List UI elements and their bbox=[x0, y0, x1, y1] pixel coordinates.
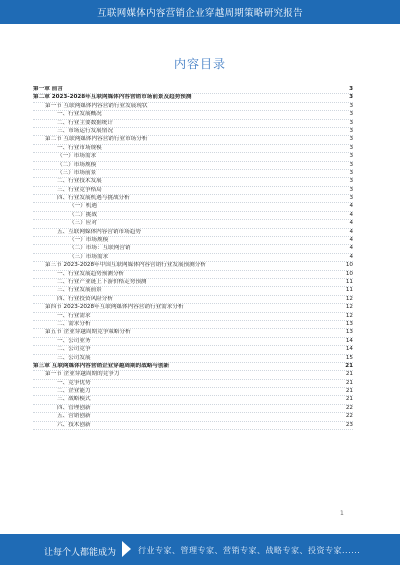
toc-entry-page: 14 bbox=[345, 346, 353, 353]
toc-entry-title: 三、行业发展前景 bbox=[57, 287, 102, 294]
toc-entry[interactable] bbox=[33, 254, 353, 262]
toc-entry[interactable] bbox=[33, 338, 353, 346]
toc-entry[interactable] bbox=[33, 388, 353, 396]
toc-entry[interactable] bbox=[33, 162, 353, 170]
toc-entry[interactable] bbox=[33, 287, 353, 295]
toc-entry[interactable] bbox=[33, 195, 353, 203]
toc-entry-page: 3 bbox=[349, 94, 353, 101]
toc-entry[interactable] bbox=[33, 120, 353, 128]
toc-entry[interactable] bbox=[33, 128, 353, 136]
toc-entry-title: 一、行业需求 bbox=[57, 312, 91, 319]
toc-entry-page: 4 bbox=[349, 245, 353, 252]
toc-entry-title: 第五节 企业穿越周期竞争策略分析 bbox=[45, 329, 131, 336]
toc-entry-page: 21 bbox=[345, 371, 353, 378]
toc-entry-title: （一）市场需求 bbox=[57, 153, 97, 160]
arrow-icon bbox=[122, 541, 131, 557]
toc-entry[interactable] bbox=[33, 203, 353, 211]
toc-entry[interactable] bbox=[33, 271, 353, 279]
toc-entry-page: 3 bbox=[349, 169, 353, 176]
toc-entry[interactable] bbox=[33, 136, 353, 144]
toc-entry-page: 3 bbox=[349, 144, 353, 151]
toc-entry[interactable] bbox=[33, 262, 353, 270]
toc-entry-page: 3 bbox=[349, 136, 353, 143]
toc-entry-page: 3 bbox=[349, 195, 353, 202]
toc-entry-title: 一、公司业务 bbox=[57, 337, 91, 344]
toc-entry-title: 第二节 互联网媒体内容营销行业市场分析 bbox=[45, 136, 148, 143]
toc-entry[interactable] bbox=[33, 103, 353, 111]
toc-entry-title: 第三节 2023-2028年中国互联网媒体内容营销行业发展预测分析 bbox=[45, 262, 206, 269]
toc-entry-title: 第一章 前言 bbox=[33, 86, 63, 92]
toc-entry-page: 4 bbox=[349, 211, 353, 218]
toc-entry[interactable] bbox=[33, 413, 353, 421]
toc-entry[interactable] bbox=[33, 279, 353, 287]
toc-entry-title: 四、行业投资风险分析 bbox=[57, 295, 113, 302]
toc-entry-page: 11 bbox=[345, 278, 353, 285]
toc-entry-page: 12 bbox=[345, 312, 353, 319]
toc-entry-title: 二、行业主要数据统计 bbox=[57, 119, 113, 126]
toc-entry-page: 21 bbox=[345, 362, 353, 369]
toc-entry-page: 11 bbox=[345, 287, 353, 294]
toc-entry-title: 三、战略模式 bbox=[57, 396, 91, 403]
toc-entry-page: 4 bbox=[349, 203, 353, 210]
toc-entry[interactable] bbox=[33, 94, 353, 102]
toc-entry[interactable] bbox=[33, 371, 353, 379]
toc-entry-page: 3 bbox=[349, 86, 353, 92]
toc-entry-title: 一、行业市场规模 bbox=[57, 144, 102, 151]
toc-entry-title: （一）市场规模 bbox=[69, 237, 109, 244]
toc-entry[interactable] bbox=[33, 422, 353, 430]
toc-entry-page: 3 bbox=[349, 111, 353, 118]
toc-entry-title: （二）挑战 bbox=[69, 211, 97, 218]
toc-entry-page: 3 bbox=[349, 186, 353, 193]
toc-entry-title: 四、管理创新 bbox=[57, 404, 91, 411]
toc-entry[interactable] bbox=[33, 170, 353, 178]
toc-entry-title: 三、行业竞争格局 bbox=[57, 186, 102, 193]
toc-entry[interactable] bbox=[33, 245, 353, 253]
toc-entry[interactable] bbox=[33, 396, 353, 404]
toc-entry[interactable] bbox=[33, 363, 353, 371]
table-of-contents bbox=[33, 86, 353, 430]
toc-entry[interactable] bbox=[33, 304, 353, 312]
toc-entry-title: （二）市场：互联网营销 bbox=[69, 245, 131, 252]
toc-entry[interactable] bbox=[33, 313, 353, 321]
toc-entry-page: 23 bbox=[345, 421, 353, 428]
toc-entry-title: 第三章 互联网媒体内容营销企业穿越周期的战略与创新 bbox=[33, 362, 170, 369]
toc-entry[interactable] bbox=[33, 153, 353, 161]
toc-entry-title: （一）机遇 bbox=[69, 203, 97, 210]
toc-entry-page: 4 bbox=[349, 220, 353, 227]
toc-entry[interactable] bbox=[33, 380, 353, 388]
toc-entry-title: 二、需求分析 bbox=[57, 320, 91, 327]
toc-entry-page: 3 bbox=[349, 102, 353, 109]
toc-entry-title: 二、企业能力 bbox=[57, 388, 91, 395]
toc-entry-title: 一、竞争优势 bbox=[57, 379, 91, 386]
toc-entry-page: 3 bbox=[349, 153, 353, 160]
toc-entry-page: 12 bbox=[345, 295, 353, 302]
toc-entry-page: 4 bbox=[349, 228, 353, 235]
toc-entry[interactable] bbox=[33, 86, 353, 94]
toc-entry-title: 一、行业发展概况 bbox=[57, 111, 102, 118]
toc-entry-title: 二、公司竞争 bbox=[57, 346, 91, 353]
toc-entry-page: 3 bbox=[349, 119, 353, 126]
toc-entry-page: 13 bbox=[345, 320, 353, 327]
toc-entry[interactable] bbox=[33, 212, 353, 220]
toc-entry-page: 10 bbox=[345, 262, 353, 269]
page-number: 1 bbox=[340, 510, 344, 517]
toc-entry-page: 3 bbox=[349, 127, 353, 134]
toc-entry-title: 二、行业产业链上下游价格走势预测 bbox=[57, 278, 147, 285]
toc-entry-title: 第二章 2023-2028年互联网媒体内容营销市场前景及趋势预测 bbox=[33, 94, 192, 101]
toc-entry[interactable] bbox=[33, 220, 353, 228]
footer-tagline: 行业专家、管理专家、营销专家、战略专家、投资专家...... bbox=[138, 546, 361, 555]
toc-entry-title: 一、行业发展趋势预测分析 bbox=[57, 270, 125, 277]
toc-entry-page: 4 bbox=[349, 253, 353, 260]
toc-entry[interactable] bbox=[33, 405, 353, 413]
toc-entry-title: 第一节 企业穿越周期的竞争力 bbox=[45, 371, 120, 378]
toc-entry[interactable] bbox=[33, 355, 353, 363]
toc-entry[interactable] bbox=[33, 321, 353, 329]
toc-entry-title: 六、技术创新 bbox=[57, 421, 91, 428]
toc-entry-page: 22 bbox=[345, 413, 353, 420]
toc-entry-page: 3 bbox=[349, 178, 353, 185]
toc-entry-page: 10 bbox=[345, 270, 353, 277]
toc-entry-page: 14 bbox=[345, 337, 353, 344]
toc-entry-title: 三、公司发展 bbox=[57, 354, 91, 361]
toc-entry-page: 12 bbox=[345, 304, 353, 311]
toc-entry[interactable] bbox=[33, 187, 353, 195]
toc-entry[interactable] bbox=[33, 178, 353, 186]
toc-entry-title: 五、互联网媒体内容营销市场趋势 bbox=[57, 228, 141, 235]
toc-entry[interactable] bbox=[33, 229, 353, 237]
toc-entry-title: 第一节 互联网媒体内容营销行业发展现状 bbox=[45, 102, 148, 109]
report-title: 互联网媒体内容营销企业穿越周期策略研究报告 bbox=[97, 8, 303, 19]
toc-entry-title: （三）市场需求 bbox=[69, 253, 109, 260]
toc-entry-page: 3 bbox=[349, 161, 353, 168]
toc-entry-page: 4 bbox=[349, 237, 353, 244]
toc-entry-page: 13 bbox=[345, 329, 353, 336]
toc-entry[interactable] bbox=[33, 346, 353, 354]
toc-entry-title: （三）市场前景 bbox=[57, 169, 97, 176]
toc-entry-page: 21 bbox=[345, 379, 353, 386]
toc-entry[interactable] bbox=[33, 237, 353, 245]
toc-entry-title: （二）市场规模 bbox=[57, 161, 97, 168]
toc-entry-title: 第四节 2023-2028年互联网媒体内容营销行业需求分析 bbox=[45, 304, 184, 311]
toc-entry[interactable] bbox=[33, 329, 353, 337]
toc-entry-title: （三）应对 bbox=[69, 220, 97, 227]
toc-entry-page: 21 bbox=[345, 388, 353, 395]
toc-entry[interactable] bbox=[33, 145, 353, 153]
toc-entry-page: 21 bbox=[345, 396, 353, 403]
footer-slogan: 让每个人都能成为 bbox=[44, 548, 117, 558]
toc-entry[interactable] bbox=[33, 111, 353, 119]
toc-entry-page: 22 bbox=[345, 404, 353, 411]
toc-entry-title: 三、市场运行发展情况 bbox=[57, 127, 113, 134]
toc-entry-title: 二、行业技术发展 bbox=[57, 178, 102, 185]
toc-entry-page: 15 bbox=[345, 354, 353, 361]
toc-title: 内容目录 bbox=[173, 57, 226, 71]
toc-entry-title: 四、行业发展机遇与挑战分析 bbox=[57, 195, 130, 202]
toc-entry[interactable] bbox=[33, 296, 353, 304]
toc-entry-title: 五、营销创新 bbox=[57, 413, 91, 420]
